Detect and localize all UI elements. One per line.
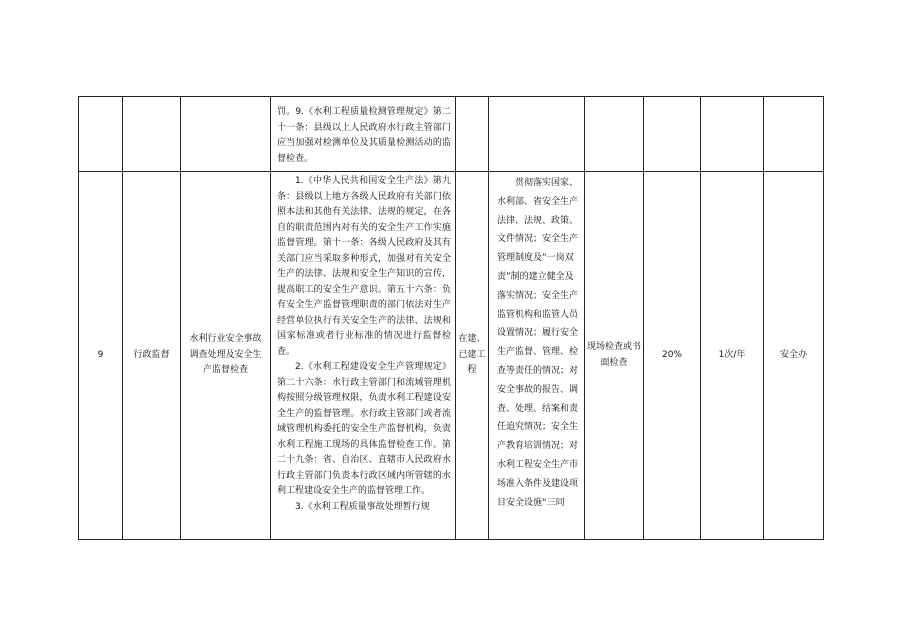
cell-method — [585, 97, 644, 172]
table-row — [79, 97, 824, 172]
cell-content — [489, 97, 585, 172]
cell-law-basis — [271, 172, 456, 540]
cell-content — [489, 172, 585, 540]
cell-type — [123, 97, 181, 172]
cell-ratio — [644, 97, 701, 172]
cell-law-basis — [271, 97, 456, 172]
cell-number — [79, 97, 123, 172]
cell-target — [456, 97, 489, 172]
content-text: 贯彻落实国家、水利部、省安全生产法律、法规、政策、文件情况；安全生产管理制度及“一岗双责”制的建立健全及落实情况；安全生产监管机构和监管人员设置情况；履行安全生产监督、管理、检查等责任的情况；对安全事故的报告、调查、处理、结案和责任追究情况；安全生产教育培训情况；对水利工程安全生产市场准入条件及建设项目安全设施“三同 — [497, 178, 579, 508]
cell-ratio: 20% — [644, 172, 701, 540]
cell-frequency — [701, 97, 764, 172]
cell-type: 行政监督 — [123, 172, 181, 540]
law-paragraph-3: 3.《水利工程质量事故处理暂行规 — [295, 501, 430, 512]
cell-item — [181, 97, 271, 172]
cell-method: 现场检查或书面检查 — [585, 172, 644, 540]
cell-item — [181, 172, 271, 540]
law-paragraph-2: 2.《水利工程建设安全生产管理规定》第二十六条：水行政主管部门和流域管理机构按照分级管理权限，负责水利工程建设安全生产的监督管理。水行政主管部门或者流域管理机构委托的安全生产监督机构，负责水利工程施工现场的具体监督检查工作。第二十九条：省、自治区、直辖市人民政府水行政主管部门负责本行政区域内所管辖的水利工程建设安全生产的监督管理工作。 — [277, 362, 451, 496]
inspection-table — [78, 96, 824, 540]
table-row — [79, 172, 824, 540]
cell-department: 安全办 — [764, 172, 824, 540]
cell-number: 9 — [79, 172, 123, 540]
law-text: 罚。9.《水利工程质量检测管理规定》第二十一条：县级以上人民政府水行政主管部门应当加强对检测单位及其质量检测活动的监督检查。 — [277, 107, 451, 164]
cell-target: 在建、已建工程 — [456, 172, 489, 540]
law-paragraph-1: 1.《中华人民共和国安全生产法》第九条：县级以上地方各级人民政府有关部门依照本法和其他有关法律、法规的规定，在各自的职责范围内对有关的安全生产工作实施监督管理。第十一条：各级人民政府及其有关部门应当采取多种形式，加强对有关安全生产的法律、法规和安全生产知识的宣传，提高职工的安全生产意识。第五十六条：负有安全生产监督管理职责的部门依法对生产经营单位执行有关安全生产的法律、法规和国家标准或者行业标准的情况进行监督检查。 — [277, 176, 451, 357]
cell-frequency: 1次/年 — [701, 172, 764, 540]
cell-department — [764, 97, 824, 172]
item-text: 水利行业安全事故调查处理及安全生产监督检查 — [189, 334, 262, 376]
